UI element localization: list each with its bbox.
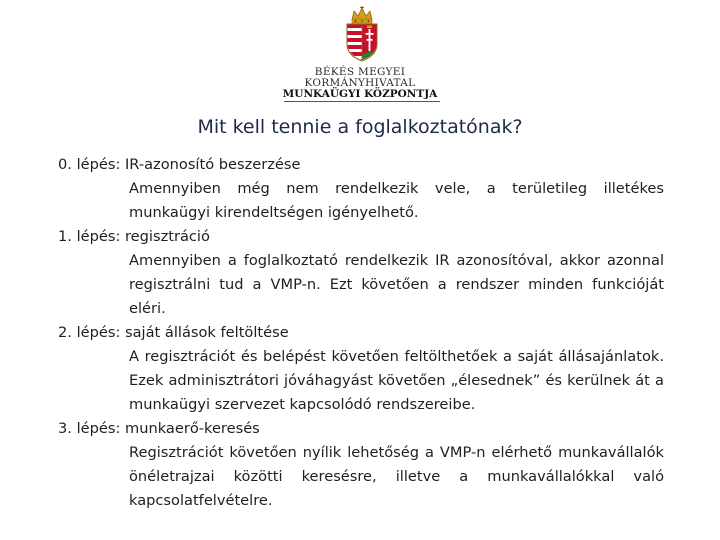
step-description: Regisztrációt követően nyílik lehetőség a VMP-n elérhető munkavállalók önéletrajzai közötti keresésre, illetve a munkavállalókkal való kapcsolatfelvételre. xyxy=(129,444,664,509)
hungarian-coat-of-arms-icon xyxy=(343,6,381,62)
step-item xyxy=(58,321,664,417)
header-divider xyxy=(284,101,440,102)
step-description: Amennyiben a foglalkoztató rendelkezik IR azonosítóval, akkor azonnal regisztrálni tud a VMP-n. Ezt követően a rendszer minden funkcióját eléri. xyxy=(129,252,664,317)
step-label: 3. lépés: munkaerő-keresés xyxy=(58,420,260,437)
step-description: A regisztrációt és belépést követően feltölthetőek a saját állásajánlatok. Ezek adminisztrátori jóváhagyást követően „élesednek” és kerülnek át a munkaügyi szervezet kapcsolódó rendszereibe. xyxy=(129,348,664,413)
organization-name-line1: BÉKÉS MEGYEI xyxy=(314,66,406,78)
organization-name-line2: KORMÁNYHIVATAL xyxy=(304,77,416,89)
page-title: Mit kell tennie a foglalkoztatónak? xyxy=(197,116,523,138)
step-label: 0. lépés: IR-azonosító beszerzése xyxy=(58,156,301,173)
organization-name-line3: MUNKAÜGYI KÖZPONTJA xyxy=(282,88,438,100)
step-item xyxy=(58,417,664,513)
step-item xyxy=(58,153,664,225)
step-description: Amennyiben még nem rendelkezik vele, a területileg illetékes munkaügyi kirendeltségen igényelhető. xyxy=(129,180,664,221)
step-label: 2. lépés: saját állások feltöltése xyxy=(58,324,289,341)
header xyxy=(0,0,720,104)
step-item xyxy=(58,225,664,321)
steps-list xyxy=(58,153,664,513)
step-label: 1. lépés: regisztráció xyxy=(58,228,210,245)
